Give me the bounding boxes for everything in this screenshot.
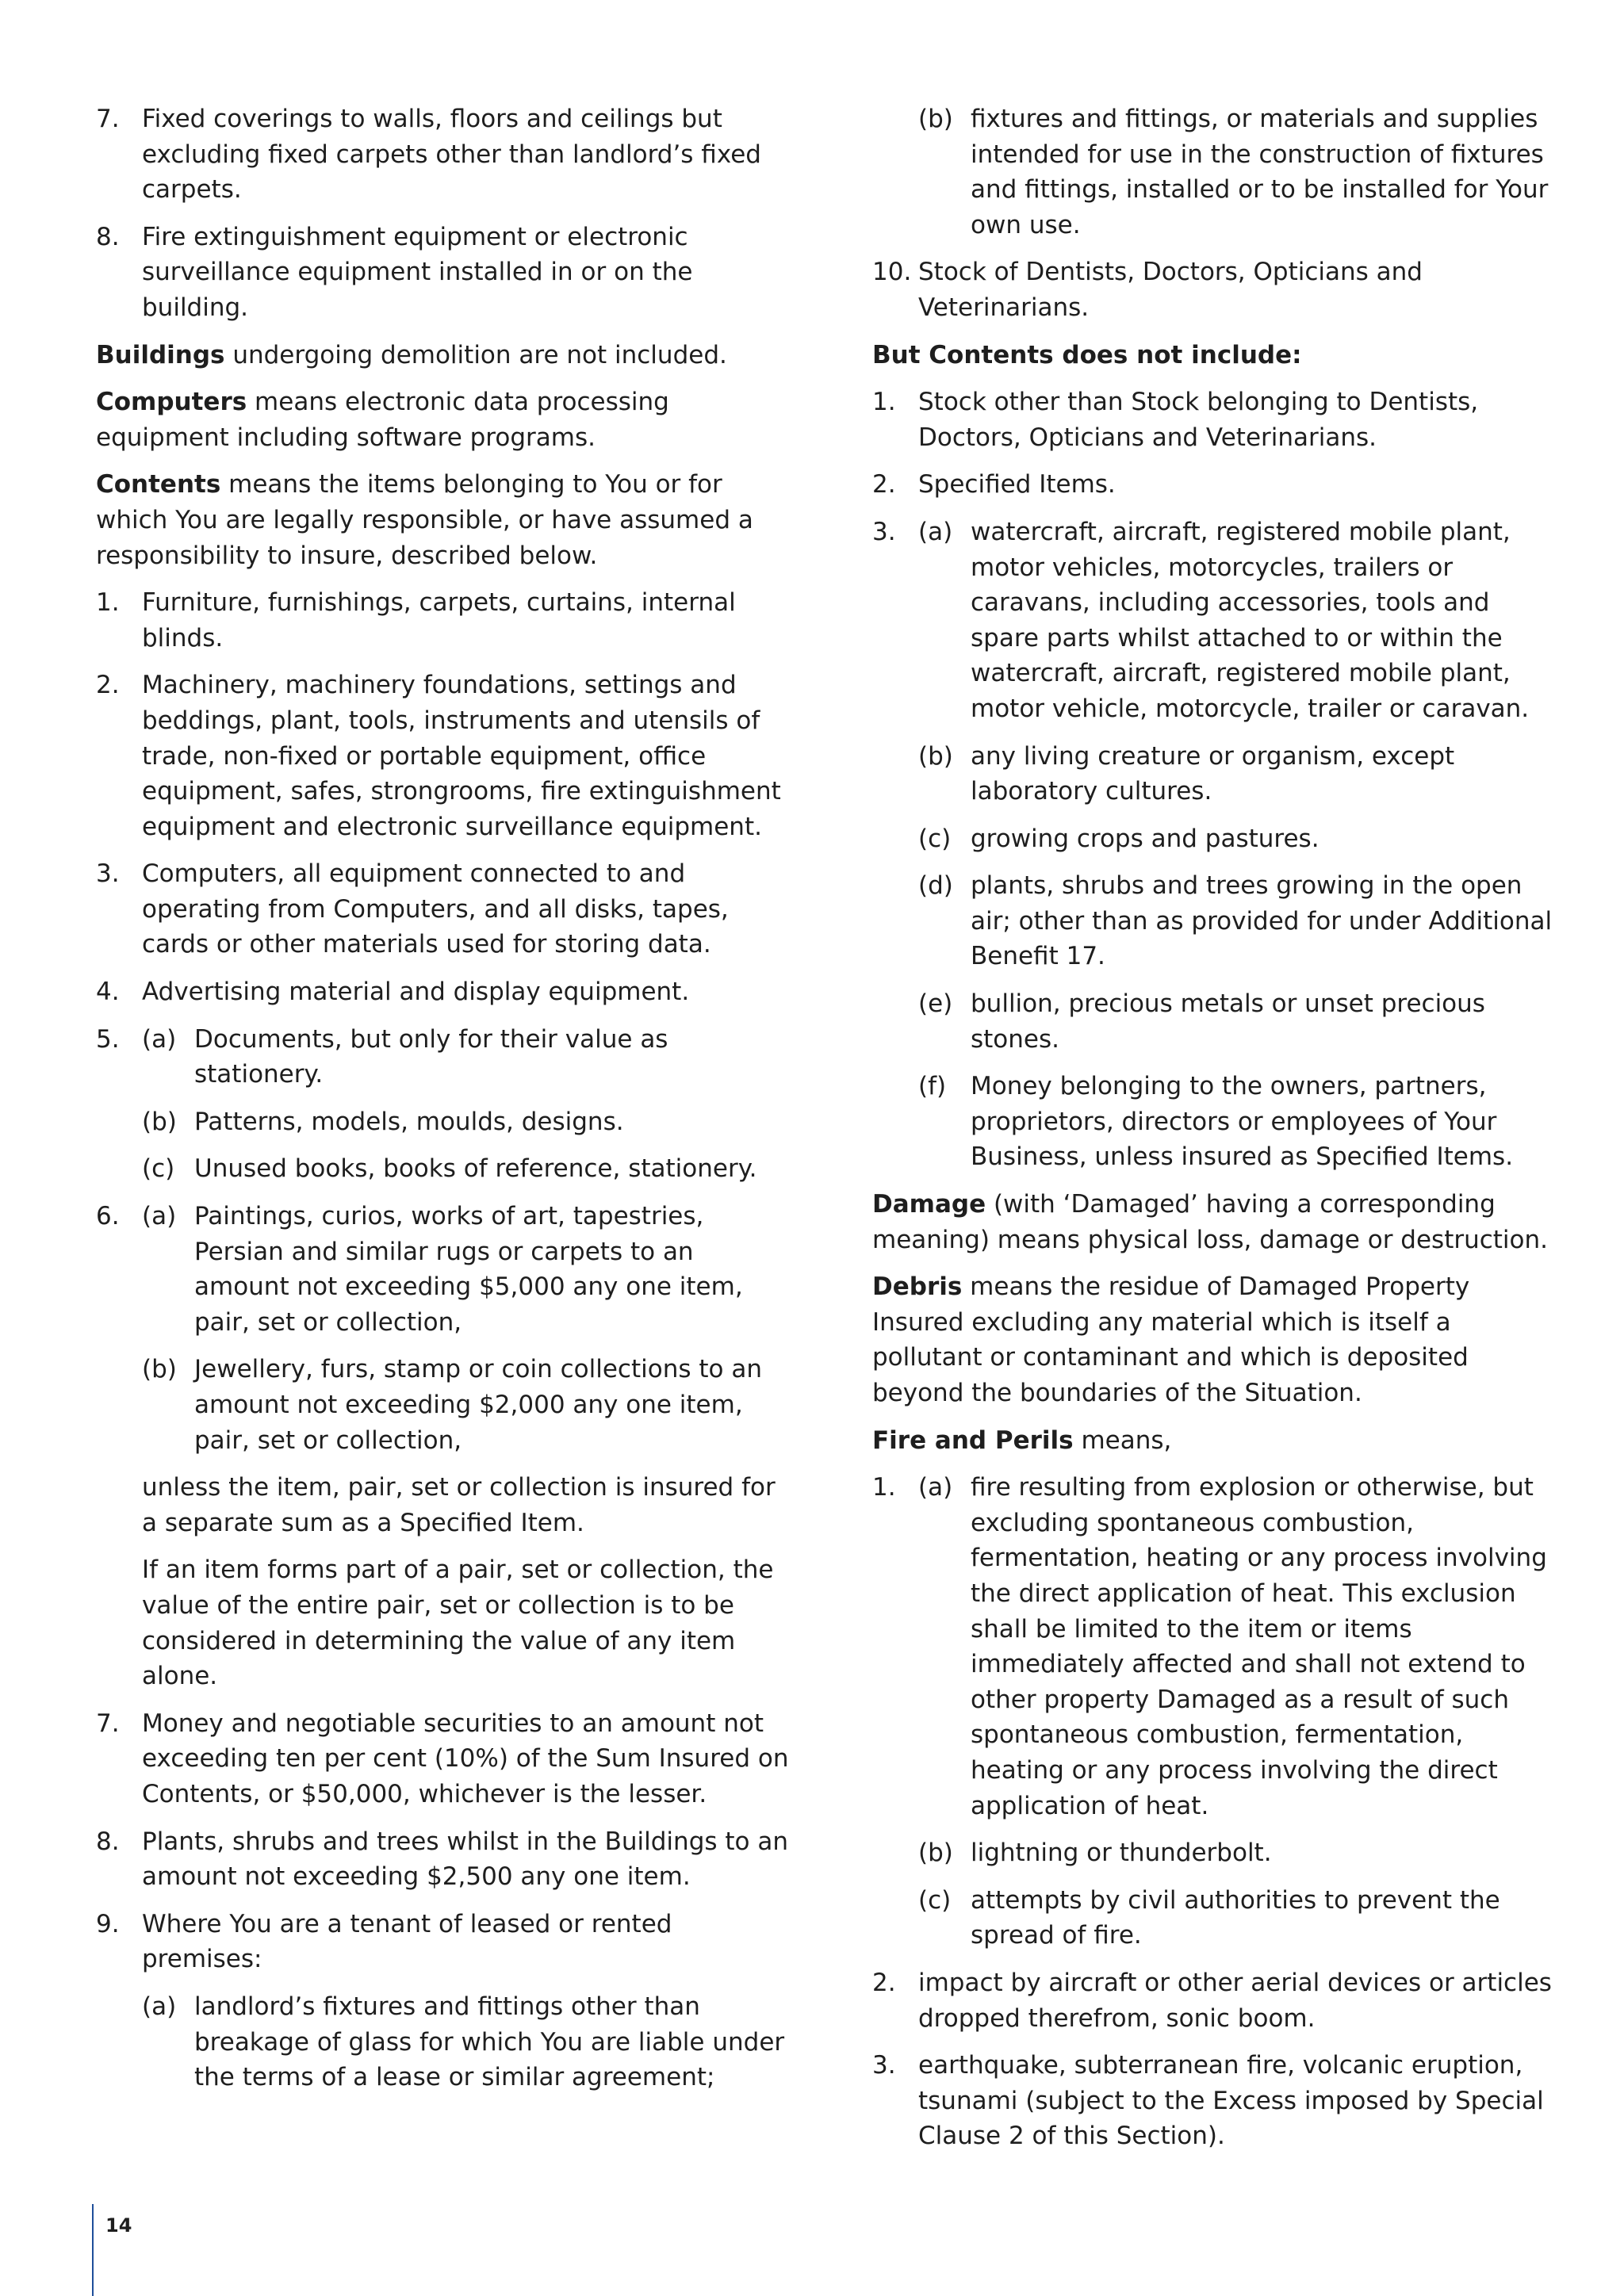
list-item [96, 101, 794, 208]
item-text: Stock other than Stock belonging to Dentists, Doctors, Opticians and Veterinarians. [918, 388, 1479, 452]
list-item [96, 1907, 794, 2095]
defined-term: Fire and Perils [872, 1425, 1074, 1455]
sub-item [142, 1199, 794, 1340]
sub-item-letter: (c) [142, 1154, 175, 1184]
list-item [96, 856, 794, 962]
sub-item-letter: (b) [918, 741, 953, 771]
contents-definition [96, 467, 794, 573]
sub-item-letter: (b) [918, 105, 953, 133]
sub-item [918, 868, 1562, 974]
item-text: Fixed coverings to walls, floors and ceilings but excluding fixed carpets other than landlord’s fixed carpets. [142, 105, 761, 205]
list-item [96, 585, 794, 656]
sub-item-letter: (b) [918, 1839, 953, 1868]
item-number: 3. [872, 2051, 896, 2080]
item-number: 8. [96, 1827, 120, 1856]
item-number: 1. [872, 1473, 896, 1502]
page-number: 14 [105, 2214, 132, 2237]
damage-definition [872, 1187, 1562, 1257]
list-item [96, 974, 794, 1010]
item-text: Stock of Dentists, Doctors, Opticians and Veterinarians. [918, 258, 1423, 322]
item-number: 8. [96, 222, 120, 251]
item-text: Computers, all equipment connected to and operating from Computers, and all disks, tapes, cards or other materials used for storing data. [142, 859, 729, 959]
item-body [918, 515, 1562, 1175]
sub-item [918, 101, 1562, 243]
item-text: earthquake, subterranean fire, volcanic eruption, tsunami (subject to the Excess imposed by Special Clause 2 of this Section). [918, 2051, 1544, 2151]
item-number: 2. [872, 470, 896, 499]
item-text: impact by aircraft or other aerial devices or articles dropped therefrom, sonic boom. [918, 1968, 1552, 2033]
item-body [918, 1470, 1562, 1954]
item-number: 7. [96, 105, 120, 133]
sub-item-text: Money belonging to the owners, partners, proprietors, directors or employees of Your Business, unless insured as Specified Items. [971, 1072, 1514, 1172]
sub-item [142, 1151, 794, 1187]
sub-item-letter: (b) [142, 1355, 177, 1384]
list-item [872, 385, 1562, 455]
sub-item [142, 1104, 794, 1140]
sub-item-letter: (c) [918, 1885, 952, 1915]
list-item [872, 1470, 1562, 1954]
list-item [96, 668, 794, 844]
definition-text: (with ‘Damaged’ having a corresponding meaning) means physical loss, damage or destruction. [872, 1190, 1549, 1254]
sub-item-letter: (a) [142, 1202, 177, 1231]
definition-text: means the items belonging to You or for which You are legally responsible, or have assumed a responsibility to insure, described below. [96, 470, 753, 570]
item-number: 2. [96, 671, 120, 700]
sub-item-letter: (c) [918, 824, 952, 853]
sub-item-letter: (f) [918, 1072, 947, 1101]
fire-perils-definition [872, 1423, 1562, 1459]
sub-item-letter: (b) [142, 1107, 177, 1136]
sub-item-text: Documents, but only for their value as stationery. [194, 1024, 668, 1089]
definition-text: means electronic data processing equipment including software programs. [96, 388, 669, 452]
footer-rule [92, 2204, 94, 2296]
sub-item-text: Unused books, books of reference, stationery. [194, 1154, 757, 1184]
list-item [96, 220, 794, 326]
sub-item-text: any living creature or organism, except laboratory cultures. [971, 741, 1455, 806]
item-number: 1. [872, 388, 896, 417]
item-body [142, 1907, 794, 2095]
sub-item-text: Paintings, curios, works of art, tapestries, Persian and similar rugs or carpets to an amount not exceeding $5,000 any one item, pair, set or collection, [194, 1202, 743, 1337]
debris-definition [872, 1269, 1562, 1410]
sub-item [142, 1989, 794, 2095]
sub-item-text: plants, shrubs and trees growing in the open air; other than as provided for under Additional Benefit 17. [971, 871, 1553, 971]
sub-item-text: growing crops and pastures. [971, 824, 1320, 853]
item-text: Where You are a tenant of leased or rented premises: [142, 1909, 672, 1974]
sub-item-text: Patterns, models, moulds, designs. [194, 1107, 624, 1136]
sub-item [918, 1069, 1562, 1175]
item-body [142, 1022, 794, 1187]
sub-item-text: fire resulting from explosion or otherwise, but excluding spontaneous combustion, fermentation, heating or any process involving the direct application of heat. This exclusion shall be limited to the item or items immediately affected and shall not extend to other property Damaged as a result of such spontaneous combustion, fermentation, heating or any process involving the direct application of heat. [971, 1473, 1547, 1820]
sub-item [918, 739, 1562, 809]
defined-term: Computers [96, 388, 247, 417]
sub-item-letter: (d) [918, 871, 953, 901]
item-number: 3. [96, 859, 120, 889]
definition-text: means, [1073, 1425, 1172, 1455]
computers-definition [96, 385, 794, 455]
sub-item [918, 1470, 1562, 1823]
definition-text: means the residue of Damaged Property Insured excluding any material which is itself a pollutant or contaminant and which is deposited beyond the boundaries of the Situation. [872, 1272, 1470, 1407]
item-number: 1. [96, 588, 120, 618]
sub-item [918, 821, 1562, 857]
sub-item [918, 1835, 1562, 1871]
item-number: 6. [96, 1202, 120, 1231]
sub-item-letter: (a) [918, 517, 953, 546]
item-number: 5. [96, 1024, 120, 1054]
item6-note: If an item forms part of a pair, set or collection, the value of the entire pair, set or collection is to be considered in determining the value of any item alone. [142, 1556, 774, 1691]
item-body [142, 1199, 794, 1458]
sub-item-letter: (e) [918, 989, 953, 1019]
list-item [872, 1965, 1562, 2036]
sub-item-letter: (a) [918, 1473, 953, 1502]
item-number: 2. [872, 1968, 896, 1997]
sub-item-text: fixtures and fittings, or materials and supplies intended for use in the construction of fixtures and fittings, installed or to be installed for Your own use. [971, 105, 1549, 239]
sub-item-text: lightning or thunderbolt. [971, 1839, 1272, 1868]
sub-item [918, 986, 1562, 1057]
item6-note: unless the item, pair, set or collection is insured for a separate sum as a Specified Item. [142, 1473, 776, 1537]
sub-item-text: watercraft, aircraft, registered mobile plant, motor vehicles, motorcycles, trailers or caravans, including accessories, tools and spare parts whilst attached to or within the watercraft, aircraft, registered mobile plant, motor vehicle, motorcycle, trailer or caravan. [971, 517, 1530, 723]
item-number: 9. [96, 1909, 120, 1938]
defined-term: Damage [872, 1190, 986, 1219]
sub-item [918, 1883, 1562, 1954]
sub-item-letter: (a) [142, 1992, 177, 2021]
defined-term: Contents [96, 470, 221, 499]
sub-item-letter: (a) [142, 1024, 177, 1054]
exclusions-heading: But Contents does not include: [872, 340, 1302, 369]
sub-item [918, 515, 1562, 727]
list-item [872, 2048, 1562, 2154]
item-text: Machinery, machinery foundations, settings and beddings, plant, tools, instruments and utensils of trade, non-fixed or portable equipment, office equipment, safes, strongrooms, fire extinguishment equipment and electronic surveillance equipment. [142, 671, 781, 841]
item-text: Furniture, furnishings, carpets, curtains, internal blinds. [142, 588, 736, 652]
item-number: 4. [96, 978, 120, 1007]
item-number: 7. [96, 1709, 120, 1738]
list-item [96, 1824, 794, 1895]
item-text: Money and negotiable securities to an amount not exceeding ten per cent (10%) of the Sum Insured on Contents, or $50,000, whichever is the lesser. [142, 1709, 789, 1808]
list-item [96, 1706, 794, 1812]
right-column [872, 101, 1562, 2166]
sub-item-text: landlord’s fixtures and fittings other than breakage of glass for which You are liable under the terms of a lease or similar agreement; [194, 1992, 785, 2092]
list-item [872, 254, 1562, 325]
item-number: 10. [872, 258, 912, 287]
item-text: Advertising material and display equipment. [142, 978, 690, 1007]
defined-term: Debris [872, 1272, 963, 1302]
sub-item [142, 1352, 794, 1458]
sub-item-text: bullion, precious metals or unset precious stones. [971, 989, 1485, 1054]
buildings-note [96, 338, 794, 373]
definition-text: undergoing demolition are not included. [224, 340, 727, 369]
list-item [96, 1022, 794, 1187]
list-item [96, 1199, 794, 1458]
sub-item-text: attempts by civil authorities to prevent the spread of fire. [971, 1885, 1500, 1950]
list-item [872, 467, 1562, 503]
sub-item [142, 1022, 794, 1093]
item-number: 3. [872, 517, 896, 546]
sub-item-text: Jewellery, furs, stamp or coin collections to an amount not exceeding $2,000 any one item, pair, set or collection, [194, 1355, 762, 1455]
left-column [96, 101, 794, 2107]
list-item [872, 515, 1562, 1175]
item-text: Plants, shrubs and trees whilst in the Buildings to an amount not exceeding $2,500 any one item. [142, 1827, 788, 1892]
item-text: Fire extinguishment equipment or electronic surveillance equipment installed in or on the building. [142, 222, 693, 322]
defined-term: Buildings [96, 340, 225, 369]
item-text: Specified Items. [918, 470, 1116, 499]
